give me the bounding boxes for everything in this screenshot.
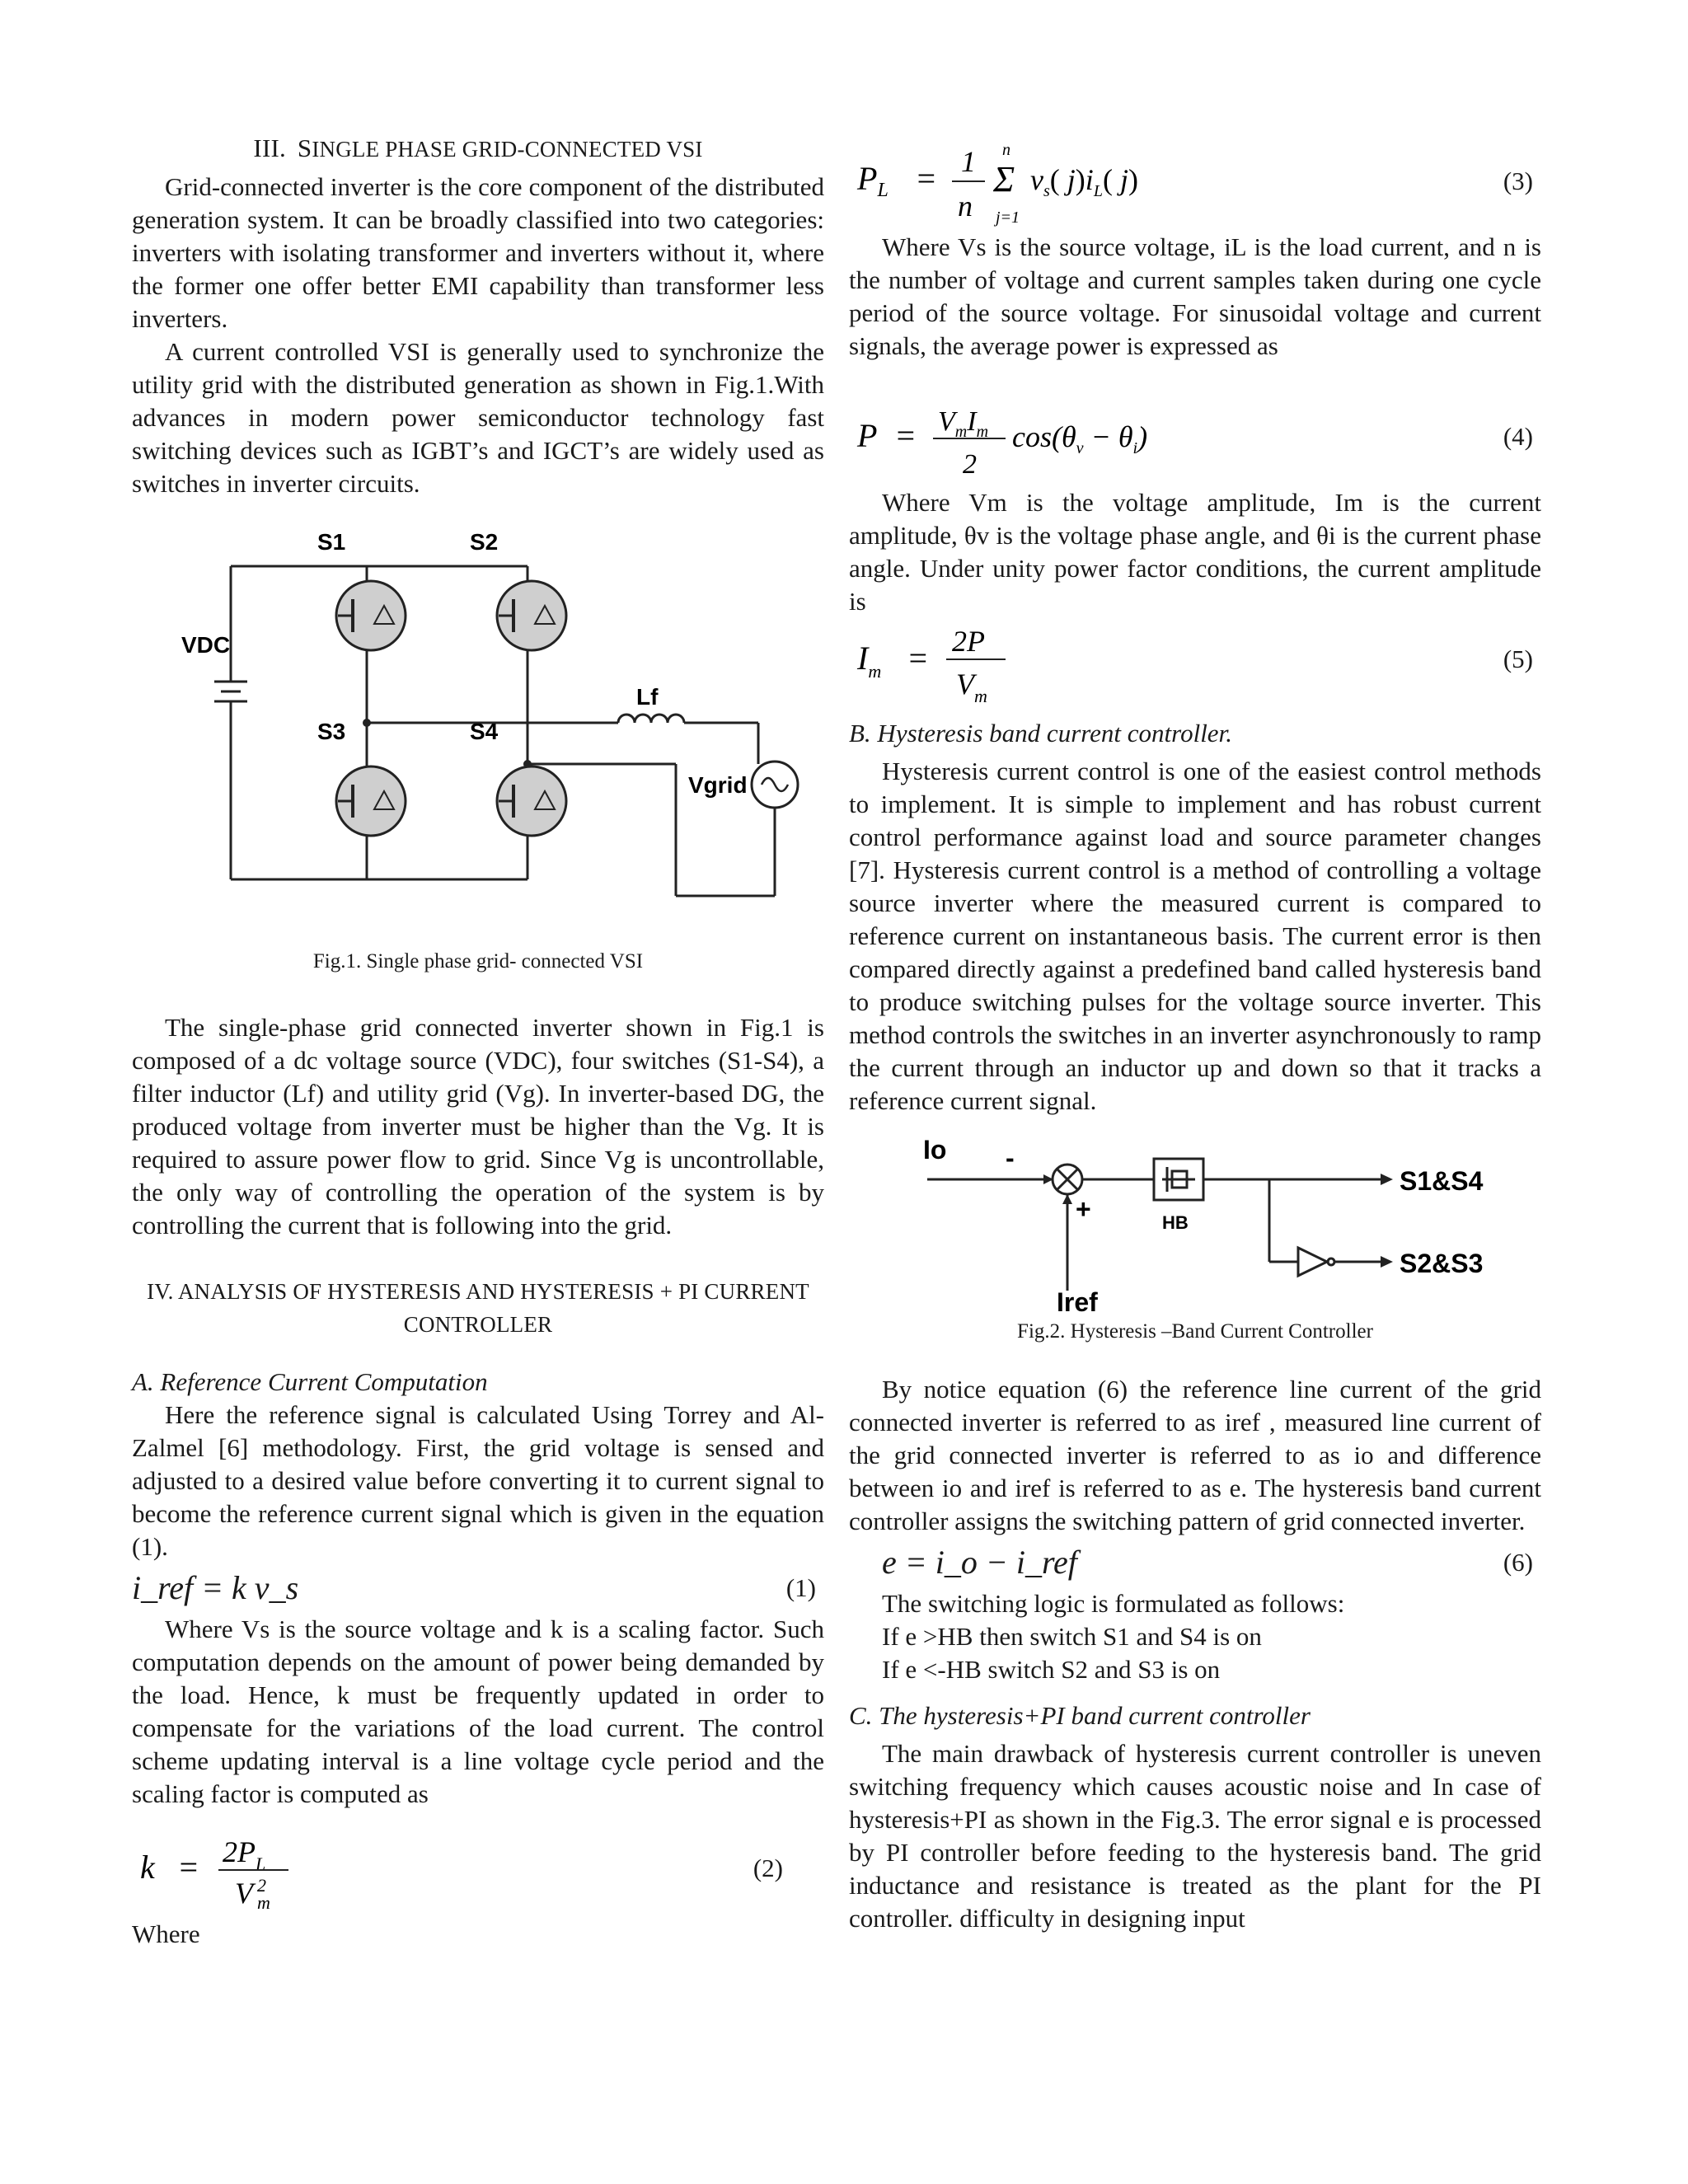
- svg-text:1: 1: [961, 145, 976, 178]
- svg-text:cos(θv − θi): $\cos(\theta_v - \theta_i)$: [1012, 420, 1148, 457]
- right-column: [849, 140, 1541, 1935]
- label-vdc: VDC: [181, 632, 231, 658]
- label-s3: S3: [317, 719, 346, 744]
- label-lf: Lf: [636, 684, 659, 710]
- svg-text:n: n: [958, 190, 973, 223]
- label-s4: S4: [470, 719, 499, 744]
- label-s2s3: S2&S3: [1400, 1249, 1484, 1278]
- equation-3: $P_L$ = 1 n Σ n j=1 $v_s$( $j)i_L$( j) (3): [857, 141, 1533, 227]
- label-iref: Iref: [1057, 1287, 1098, 1315]
- svg-text:2PL: $2P_L$: [223, 1835, 266, 1874]
- label-s2: S2: [470, 529, 499, 555]
- svg-text:j=1: j=1: [996, 209, 1020, 227]
- label-io: Io: [923, 1135, 947, 1165]
- paragraph: Grid-connected inverter is the core component of the distributed generation system. It can be broadly classified into two categories: inverters with isolating transformer and inverters without it, where the former one offer better EMI capability than transformer less inverters.: [132, 172, 824, 333]
- svg-text:=: =: [177, 1849, 199, 1886]
- svg-text:=: =: [894, 417, 917, 454]
- label-s1s4: S1&S4: [1400, 1166, 1484, 1196]
- paragraph: Here the reference signal is calculated Using Torrey and Al-Zalmel [6] methodology. First, the grid voltage is sensed and adjusted to a desired value before converting it to current signal to become the reference current signal which is given in the equation (1).: [132, 1400, 824, 1561]
- paragraph: Where Vs is the source voltage and k is a scaling factor. Such computation depends on the amount of power being demanded by the load. Hence, k must be frequently updated in order to compensate for the variations of the load current. The control scheme updating interval is a line voltage cycle period and the scaling factor is computed as: [132, 1615, 824, 1808]
- label-minus: -: [1006, 1143, 1015, 1173]
- inverter-circuit-diagram: [132, 517, 824, 962]
- switch-s3: [336, 766, 406, 836]
- section-4-heading: IV. ANALYSIS OF HYSTERESIS AND HYSTERESIS + PI CURRENT CONTROLLER: [147, 1279, 809, 1337]
- svg-text:PL: $P_L$: [857, 160, 889, 201]
- label-vgrid: Vgrid: [688, 772, 748, 798]
- svg-text:k: k: [140, 1849, 155, 1886]
- label-s1: S1: [317, 529, 346, 555]
- svg-text:VmIm: $V_mI_m$: [938, 406, 989, 441]
- equation-1: i_ref = k v_s (1): [132, 1569, 816, 1606]
- paragraph: Hysteresis current control is one of the easiest control methods to implement. It is simple to implement and has robust current control performance against load and source parameter changes [7]. Hysteresis current control is a method of controlling a voltage source inverter where the measured current is compared to reference current on instantaneous basis. The current error is then compared directly against a predefined band called hysteresis band to produce switching pulses for the voltage source inverter. This method controls the switches in an inverter asynchronously to ramp the current through an inductor up and down so that it tracks a reference current signal.: [849, 757, 1541, 1115]
- label-plus: +: [1076, 1194, 1091, 1224]
- subsection-b-heading: B. Hysteresis band current controller.: [849, 719, 1232, 748]
- svg-text:vs( j)iL( j): $v_s$( $j)i_L$( j): [1030, 163, 1138, 200]
- svg-text:n: n: [1002, 141, 1010, 159]
- svg-text:V: V: [235, 1877, 253, 1910]
- paragraph: Where Vs is the source voltage, iL is the load current, and n is the number of voltage and current samples taken during one cycle period of the source voltage. For sinusoidal voltage and current signals, the average power is expressed as: [849, 232, 1541, 360]
- equation-5: $I_m$ = 2P $V_m$ (5): [857, 625, 1533, 706]
- switch-s2: [497, 581, 566, 650]
- equation-4: P = $V_mI_m$ 2 $\cos(\theta_v - \theta_i)$ (4): [857, 406, 1533, 480]
- switching-logic: The switching logic is formulated as follows: If e >HB then switch S1 and S4 is on If e <-HB switch S2 and S3 is on: [882, 1589, 1345, 1684]
- figure-1: [132, 517, 824, 962]
- section-3-heading: III. SINGLE PHASE GRID-CONNECTED VSI: [253, 134, 703, 162]
- svg-text:P: P: [857, 417, 878, 454]
- paragraph: The main drawback of hysteresis current controller is uneven switching frequency which causes acoustic noise and In case of hysteresis+PI as shown in the Fig.3. The error signal e is processed by PI controller before feeding to the hysteresis band. The grid inductance and resistance is treated as the plant for the PI controller. difficulty in designing input: [849, 1739, 1541, 1933]
- switch-s1: [336, 581, 406, 650]
- figure-2-caption: Fig.2. Hysteresis –Band Current Controller: [1017, 1320, 1373, 1343]
- svg-text:=: =: [907, 640, 929, 677]
- svg-text:2P: 2P: [952, 625, 985, 658]
- svg-text:Vm: $V_m$: [956, 668, 987, 706]
- paragraph: Where Vm is the voltage amplitude, Im is the current amplitude, θv is the voltage phase angle, and θi is the current phase angle. Under unity power factor conditions, the current amplitude is: [849, 488, 1541, 616]
- equation-6: e = i_o − i_ref (6): [882, 1544, 1533, 1581]
- svg-text:2: 2: [257, 1875, 266, 1896]
- svg-text:Σ: Σ: [993, 159, 1015, 199]
- paragraph: A current controlled VSI is generally used to synchronize the utility grid with the distributed generation as shown in Fig.1.With advances in modern power semiconductor technology fast switching devices such as IGBT’s and IGCT’s are widely used as switches in inverter circuits.: [132, 337, 824, 498]
- paragraph: The single-phase grid connected inverter shown in Fig.1 is composed of a dc voltage source (VDC), four switches (S1-S4), a filter inductor (Lf) and utility grid (Vg). In inverter-based DG, the produced voltage from inverter must be higher than the Vg. It is required to assure power flow to grid. Since Vg is uncontrollable, the only way of controlling the operation of the system is by controlling the current that is following into the grid.: [132, 1013, 824, 1240]
- figure-1-caption: Fig.1. Single phase grid- connected VSI: [312, 950, 644, 972]
- figure-2: [849, 1126, 1541, 1315]
- paragraph: Where: [132, 1919, 200, 1948]
- subsection-a-heading: A. Reference Current Computation: [132, 1367, 488, 1396]
- label-hb: HB: [1162, 1212, 1189, 1233]
- left-column: [132, 132, 824, 1951]
- svg-text:=: =: [915, 160, 937, 197]
- paragraph: By notice equation (6) the reference line current of the grid connected inverter is referred to as iref , measured line current of the grid connected inverter is referred to as io and difference between io and iref is referred to as e. The hysteresis band current controller assigns the switching pattern of grid connected inverter.: [849, 1375, 1541, 1535]
- grid-source-icon: [752, 762, 798, 808]
- svg-text:2: 2: [963, 449, 977, 480]
- svg-text:m: m: [257, 1892, 270, 1910]
- svg-text:Im: $I_m$: [857, 640, 882, 682]
- equation-2: k = $2P_L$ V 2 m (2): [132, 1827, 824, 1910]
- switch-s4: [497, 766, 566, 836]
- hysteresis-controller-diagram: [849, 1126, 1541, 1315]
- subsection-c-heading: C. The hysteresis+PI band current controller: [849, 1701, 1311, 1730]
